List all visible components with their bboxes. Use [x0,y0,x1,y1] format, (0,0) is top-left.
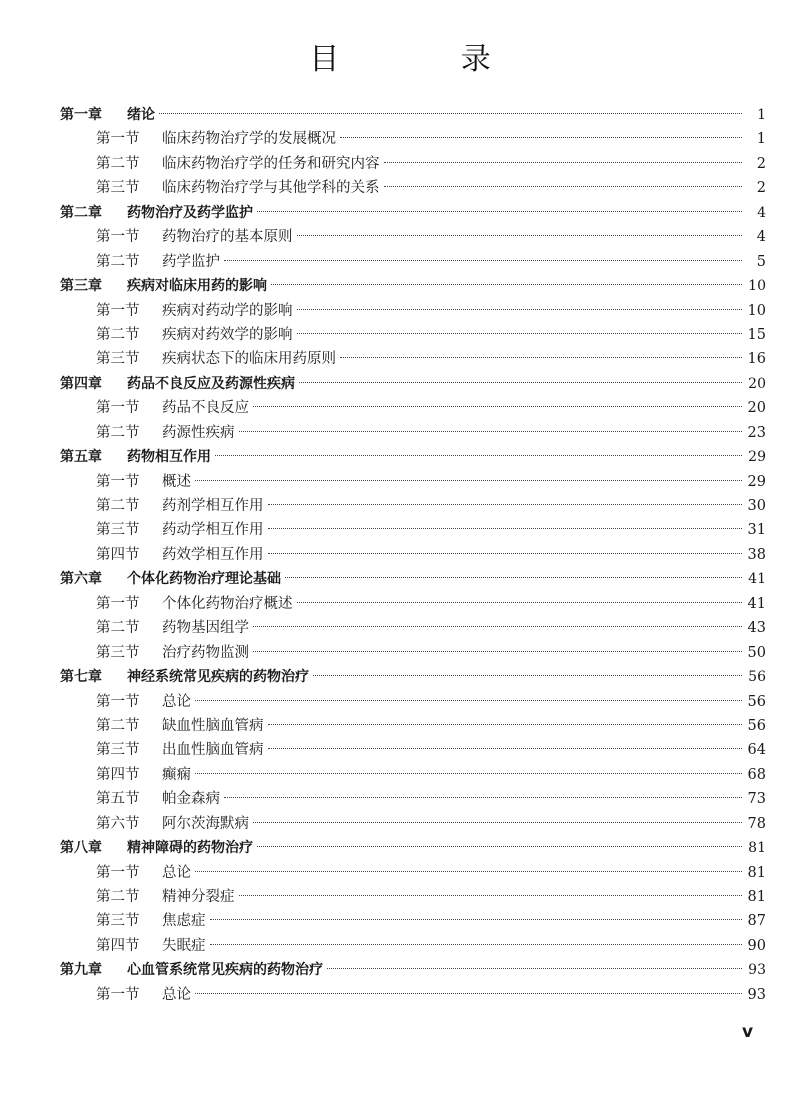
page-reference: 81 [748,840,766,857]
toc-section-entry [60,518,766,542]
section-number: 第一节 [96,229,140,246]
toc-section-entry [60,983,766,1007]
page-reference: 81 [747,889,766,905]
section-title: 临床药物治疗学的发展概况 [162,131,336,148]
chapter-title: 神经系统常见疾病的药物治疗 [127,669,309,686]
section-number: 第二节 [96,717,140,734]
page-reference: 93 [747,986,766,1003]
dot-leader [210,919,743,920]
dot-leader [297,235,743,236]
toc-chapter-entry [60,836,766,860]
toc-chapter-entry [60,372,766,396]
dot-leader [239,431,743,432]
chapter-number: 第三章 [60,278,102,295]
section-title: 疾病对药动学的影响 [162,302,293,319]
dot-leader [159,113,742,114]
section-number: 第六节 [96,815,140,832]
dot-leader [384,162,743,163]
page-title: 目 录 [309,42,547,77]
toc-chapter-entry [60,958,766,982]
dot-leader [253,822,742,823]
page-reference: 1 [757,107,766,123]
dot-leader [257,846,742,847]
dot-leader [285,577,742,578]
section-title: 药品不良反应 [162,400,249,417]
dot-leader [239,895,743,896]
chapter-title: 药物治疗及药学监护 [127,204,253,221]
section-number: 第一节 [96,473,140,490]
toc-section-entry [60,543,766,567]
section-number: 第一节 [96,400,140,417]
toc-section-entry [60,225,766,249]
section-title: 临床药物治疗学与其他学科的关系 [162,180,380,197]
section-title: 总论 [162,864,191,881]
page-reference: 2 [756,155,766,172]
section-number: 第三节 [96,644,140,661]
section-title: 癫痫 [162,766,191,783]
section-title: 药效学相互作用 [162,546,264,563]
chapter-title: 精神障碍的药物治疗 [127,840,253,857]
section-title: 总论 [162,693,191,710]
page-reference: 10 [747,302,766,319]
page-reference: 78 [747,815,766,832]
dot-leader [195,480,742,481]
dot-leader [268,553,743,554]
dot-leader [268,748,743,749]
page-reference: 56 [747,717,766,734]
page-reference: 50 [747,644,766,661]
dot-leader [340,137,742,138]
toc-section-entry [60,127,766,151]
section-number: 第一节 [96,986,140,1003]
dot-leader [195,871,742,872]
dot-leader [195,700,742,701]
toc-chapter-entry [60,567,766,591]
page-reference: 41 [747,595,766,612]
section-title: 缺血性脑血管病 [162,717,264,734]
page-reference: 20 [748,375,766,392]
section-number: 第二节 [96,424,140,441]
section-title: 药学监护 [162,253,220,270]
page-reference: 10 [748,278,766,295]
section-number: 第二节 [96,498,140,514]
dot-leader [253,406,742,407]
dot-leader [271,284,742,285]
page-reference: 30 [747,498,766,514]
toc-chapter-entry [60,201,766,225]
section-number: 第三节 [96,522,140,539]
section-number: 第四节 [96,546,140,563]
toc-section-entry [60,421,766,445]
page-reference: 81 [747,864,766,881]
section-title: 帕金森病 [162,791,220,808]
toc-section-entry [60,714,766,738]
chapter-number: 第六章 [60,571,102,588]
page-reference: 29 [747,473,766,490]
page-reference: 93 [748,962,766,979]
section-title: 药物基因组学 [162,620,249,637]
chapter-number: 第八章 [60,840,102,857]
dot-leader [253,651,742,652]
dot-leader [268,504,743,505]
page-reference: 1 [756,131,766,148]
section-number: 第三节 [96,351,140,368]
page-reference: 73 [747,791,766,808]
section-number: 第三节 [96,913,140,930]
section-title: 药源性疾病 [162,424,235,441]
toc-section-entry [60,690,766,714]
section-title: 个体化药物治疗概述 [162,595,293,612]
toc-section-entry [60,592,766,616]
section-number: 第一节 [96,131,140,148]
page-reference: 23 [747,424,766,441]
dot-leader [268,528,743,529]
dot-leader [268,724,743,725]
page-reference: 38 [747,546,766,563]
page-reference: 56 [748,669,766,686]
dot-leader [224,797,742,798]
page-reference: 5 [756,253,766,270]
section-number: 第三节 [96,742,140,759]
table-of-contents [60,103,766,1007]
chapter-number: 第九章 [60,962,102,979]
chapter-number: 第一章 [60,107,102,123]
toc-section-entry [60,250,766,274]
toc-section-entry [60,176,766,200]
page-reference: 41 [748,571,766,588]
section-number: 第三节 [96,180,140,197]
toc-section-entry [60,347,766,371]
dot-leader [384,186,743,187]
toc-chapter-entry [60,665,766,689]
section-number: 第二节 [96,889,140,905]
toc-chapter-entry [60,274,766,298]
dot-leader [313,675,742,676]
section-title: 概述 [162,473,191,490]
section-title: 焦虑症 [162,913,206,930]
toc-chapter-entry [60,103,766,127]
page-reference: 15 [747,326,766,343]
dot-leader [195,993,742,994]
toc-section-entry [60,396,766,420]
toc-section-entry [60,738,766,762]
section-title: 疾病状态下的临床用药原则 [162,351,336,368]
page-reference: 20 [747,400,766,417]
section-number: 第一节 [96,693,140,710]
dot-leader [210,944,743,945]
section-number: 第一节 [96,864,140,881]
toc-chapter-entry [60,445,766,469]
page-reference: 4 [757,204,766,221]
toc-section-entry [60,616,766,640]
page-reference: 43 [747,620,766,637]
page-reference: 31 [747,522,766,539]
page-reference: 16 [747,351,766,368]
section-number: 第四节 [96,766,140,783]
dot-leader [327,968,742,969]
toc-section-entry [60,812,766,836]
chapter-number: 第四章 [60,375,102,392]
page-reference: 68 [747,766,766,783]
dot-leader [215,455,742,456]
toc-section-entry [60,323,766,347]
page-reference: 56 [747,693,766,710]
dot-leader [297,602,743,603]
toc-section-entry [60,763,766,787]
page-reference: 87 [747,913,766,930]
section-number: 第一节 [96,302,140,319]
section-title: 临床药物治疗学的任务和研究内容 [162,155,380,172]
chapter-number: 第七章 [60,669,102,686]
section-number: 第四节 [96,937,140,954]
dot-leader [297,333,743,334]
page-reference: 64 [747,742,766,759]
section-number: 第五节 [96,791,140,808]
section-title: 药剂学相互作用 [162,498,264,514]
toc-section-entry [60,299,766,323]
page-number: v [742,1022,754,1042]
toc-section-entry [60,152,766,176]
toc-section-entry [60,470,766,494]
chapter-number: 第五章 [60,449,102,466]
dot-leader [340,357,742,358]
section-title: 疾病对药效学的影响 [162,326,293,343]
section-title: 出血性脑血管病 [162,742,264,759]
toc-section-entry [60,885,766,909]
chapter-title: 个体化药物治疗理论基础 [127,571,281,588]
dot-leader [297,309,743,310]
section-number: 第二节 [96,253,140,270]
toc-section-entry [60,494,766,518]
chapter-title: 药品不良反应及药源性疾病 [127,375,295,392]
page-reference: 2 [756,180,766,197]
section-title: 失眠症 [162,937,206,954]
section-title: 总论 [162,986,191,1003]
section-number: 第二节 [96,326,140,343]
dot-leader [253,626,742,627]
section-title: 药物治疗的基本原则 [162,229,293,246]
section-title: 治疗药物监测 [162,644,249,661]
section-number: 第二节 [96,620,140,637]
chapter-title: 心血管系统常见疾病的药物治疗 [127,962,323,979]
section-title: 药动学相互作用 [162,522,264,539]
toc-section-entry [60,861,766,885]
page-reference: 29 [748,449,766,466]
page-reference: 90 [747,937,766,954]
toc-section-entry [60,909,766,933]
dot-leader [257,211,742,212]
dot-leader [299,382,742,383]
chapter-title: 药物相互作用 [127,449,211,466]
dot-leader [224,260,742,261]
chapter-number: 第二章 [60,204,102,221]
page-reference: 4 [756,229,766,246]
dot-leader [195,773,742,774]
section-number: 第二节 [96,155,140,172]
section-title: 精神分裂症 [162,889,235,905]
toc-section-entry [60,934,766,958]
section-number: 第一节 [96,595,140,612]
toc-section-entry [60,641,766,665]
chapter-title: 绪论 [127,107,155,123]
section-title: 阿尔茨海默病 [162,815,249,832]
toc-section-entry [60,787,766,811]
chapter-title: 疾病对临床用药的影响 [127,278,267,295]
